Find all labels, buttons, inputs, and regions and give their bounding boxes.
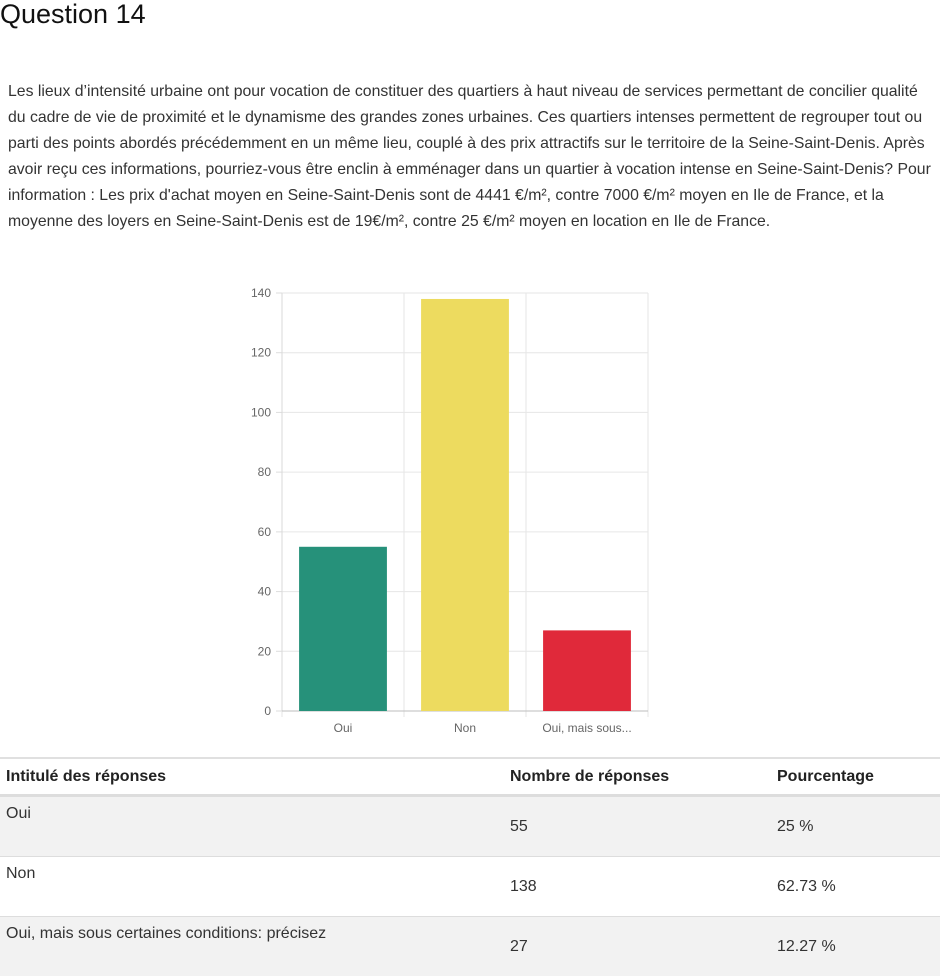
y-tick-label: 140 <box>251 286 271 300</box>
table-row <box>0 796 940 857</box>
y-tick-label: 60 <box>258 525 272 539</box>
header-answer-label: Intitulé des réponses <box>0 758 504 796</box>
question-text: Les lieux d’intensité urbaine ont pour vocation de constituer des quartiers à haut niveau de services permettant de concilier qualité du cadre de vie de proximité et le dynamisme des grandes zones urbaines. Ces quartiers intenses permettent de regrouper tout ou parti des points abordés précédemment en un même lieu, couplé à des prix attractifs sur le territoire de la Seine-Saint-Denis. Après avoir reçu ces informations, pourriez-vous être enclin à emménager dans un quartier à vocation intense en Seine-Saint-Denis? Pour information : Les prix d'achat moyen en Seine-Saint-Denis sont de 4441 €/m², contre 7000 €/m² moyen en Ile de France, et la moyenne des loyers en Seine-Saint-Denis est de 19€/m², contre 25 €/m² moyen en location en Ile de France. <box>8 79 936 235</box>
y-tick-label: 80 <box>258 465 272 479</box>
table-row <box>0 917 940 976</box>
answer-label: Non <box>0 857 504 917</box>
y-tick-label: 120 <box>251 346 271 360</box>
response-percentage: 12.27 % <box>771 917 940 976</box>
response-count: 55 <box>504 796 771 857</box>
y-tick-label: 0 <box>264 704 271 718</box>
header-percentage: Pourcentage <box>771 758 940 796</box>
y-tick-label: 100 <box>251 405 271 419</box>
response-percentage: 25 % <box>771 796 940 857</box>
bar-2 <box>421 299 509 711</box>
response-count: 138 <box>504 857 771 917</box>
answer-label: Oui <box>0 796 504 857</box>
answer-label: Oui, mais sous certaines conditions: précisez <box>0 917 504 976</box>
table-row <box>0 857 940 917</box>
header-response-count: Nombre de réponses <box>504 758 771 796</box>
table-header-row <box>0 758 940 796</box>
x-tick-label: Oui <box>334 721 353 735</box>
bar-3 <box>543 630 631 711</box>
x-tick-label: Non <box>454 721 476 735</box>
y-tick-label: 40 <box>258 585 272 599</box>
response-percentage: 62.73 % <box>771 857 940 917</box>
x-tick-label: Oui, mais sous... <box>542 721 631 735</box>
bar-1 <box>299 547 387 711</box>
question-title: Question 14 <box>0 0 146 34</box>
results-table <box>0 757 940 976</box>
y-tick-label: 20 <box>258 644 272 658</box>
response-count: 27 <box>504 917 771 976</box>
